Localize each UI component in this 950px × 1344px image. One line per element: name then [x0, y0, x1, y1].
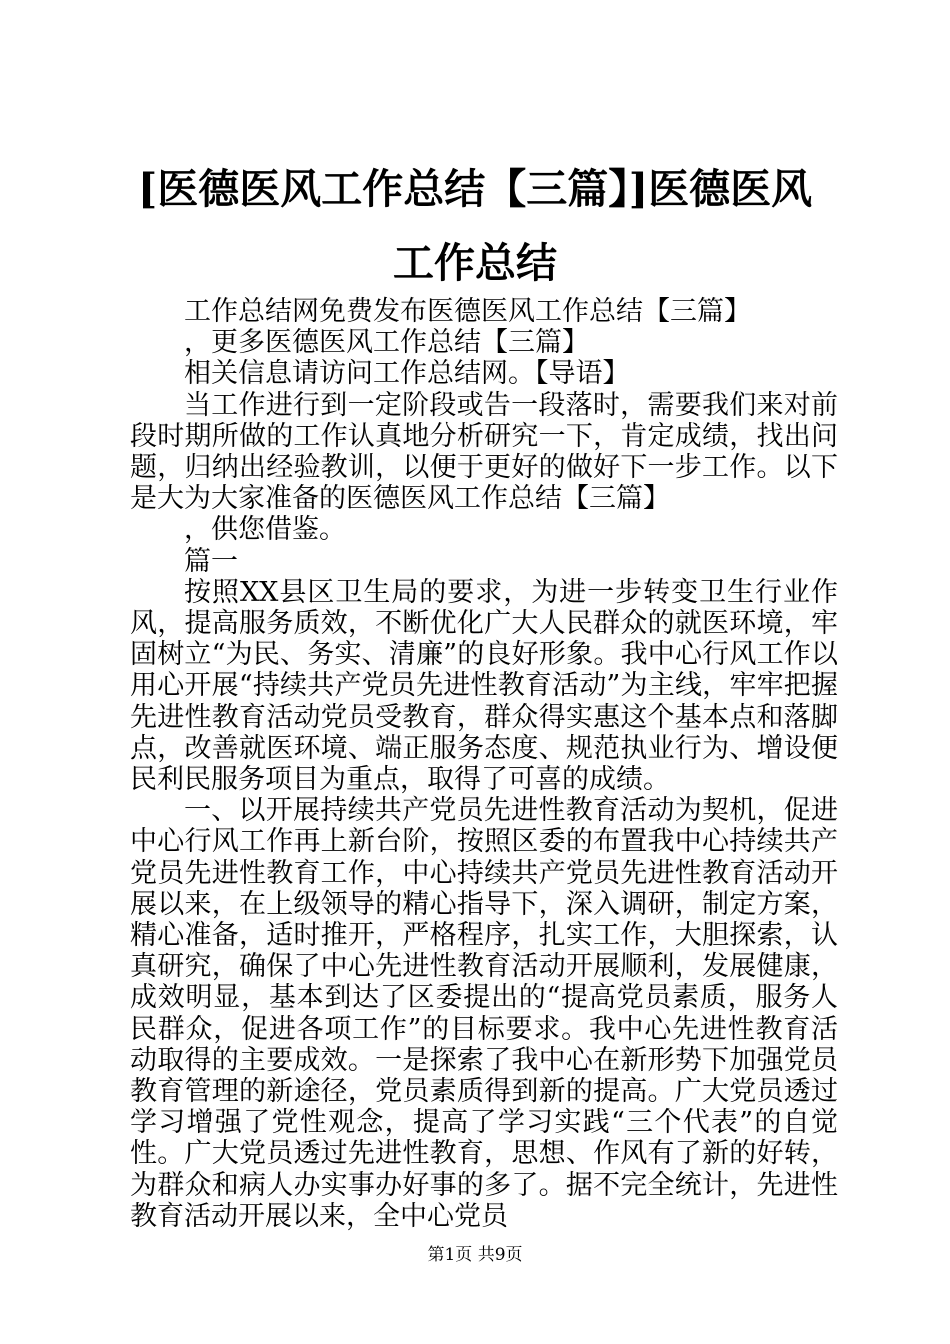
paragraph: ，供您借鉴。 — [184, 514, 346, 546]
paragraph: 当工作进行到一定阶段或告一段落时，需要我们来对前段时期所做的工作认真地分析研究一下，肯定成绩，找出问题，归纳出经验教训，以便于更好的做好下一步工作。以下是大为大家准备的医德医风工作总结【三篇】 — [130, 389, 838, 515]
paragraph: 篇一 — [184, 545, 238, 577]
paragraph: 一、以开展持续共产党员先进性教育活动为契机，促进中心行风工作再上新台阶，按照区委的布置我中心持续共产党员先进性教育工作，中心持续共产党员先进性教育活动开展以来，在上级领导的精心指导下，深入调研，制定方案，精心准备，适时推开，严格程序，扎实工作，大胆探索，认真研究，确保了中心先进性教育活动开展顺利，发展健康，成效明显，基本到达了区委提出的“提高党员素质，服务人民群众，促进各项工作”的目标要求。我中心先进性教育活动取得的主要成效。一是探索了我中心在新形势下加强党员教育管理的新途径，党员素质得到新的提高。广大党员透过学习增强了党性观念，提高了学习实践“三个代表”的自觉性。广大党员透过先进性教育，思想、作风有了新的好转，为群众和病人办实事办好事的多了。据不完全统计，先进性教育活动开展以来，全中心党员 — [130, 795, 838, 1232]
page-footer: 第1页 共9页 — [427, 1245, 523, 1265]
paragraph: 工作总结网免费发布医德医风工作总结【三篇】 — [184, 296, 751, 327]
paragraph: 按照XX县区卫生局的要求，为进一步转变卫生行业作风，提高服务质效，不断优化广大人民群众的就医环境，牢固树立“为民、务实、清廉”的良好形象。我中心行风工作以用心开展“持续共产党员先进性教育活动”为主线，牢牢把握先进性教育活动党员受教育，群众得实惠这个基本点和落脚点，改善就医环境、端正服务态度、规范执业行为、增设便民利民服务项目为重点，取得了可喜的成绩。 — [130, 576, 838, 796]
document-body — [130, 296, 838, 1232]
document-title: [医德医风工作总结【三篇】]医德医风工作总结 — [137, 165, 813, 287]
paragraph: ，更多医德医风工作总结【三篇】 — [184, 327, 589, 359]
paragraph: 相关信息请访问工作总结网。【导语】 — [184, 358, 630, 390]
